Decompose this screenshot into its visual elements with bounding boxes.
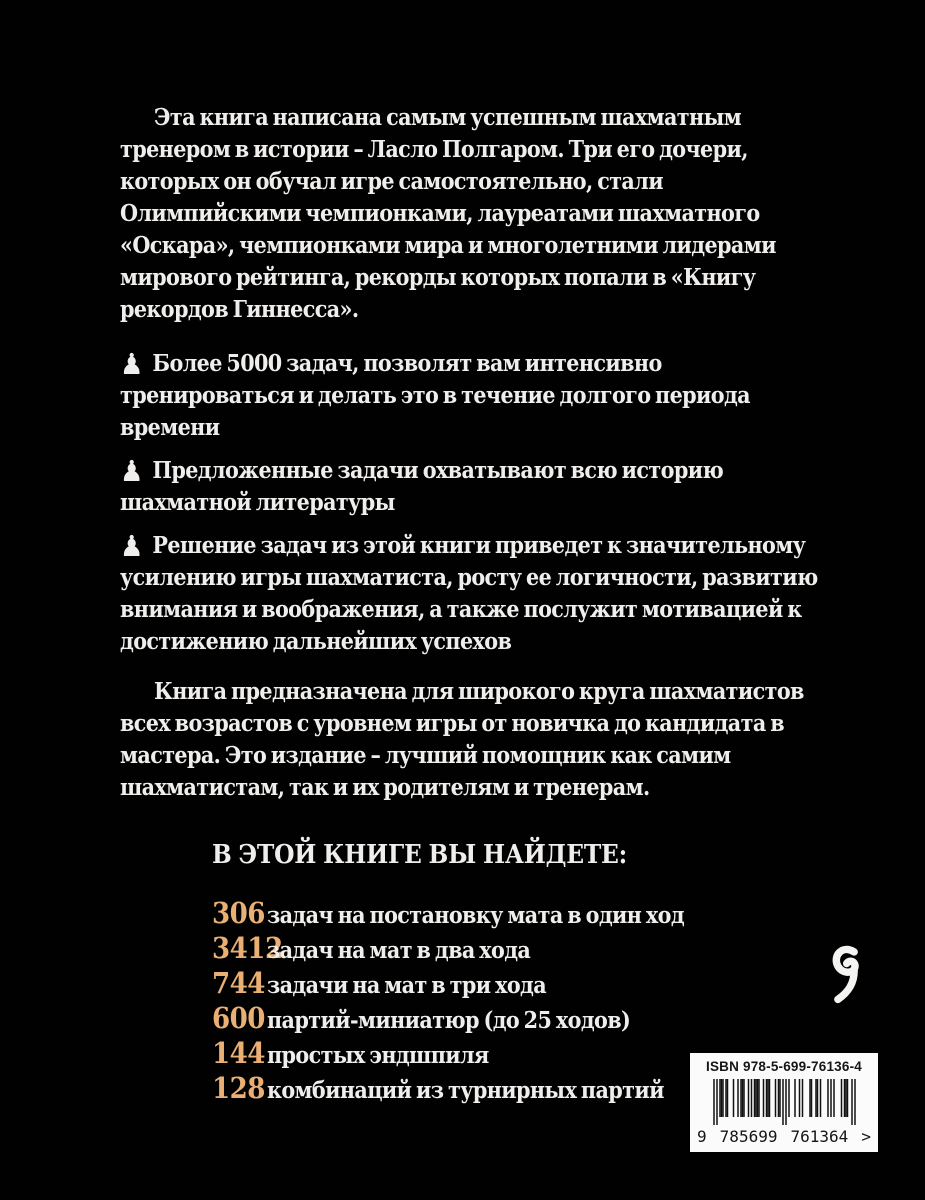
item-label: простых эндшпиля [267, 1042, 489, 1069]
bullet-item [120, 348, 836, 444]
bullet-text: Решение задач из этой книги приведет к значительному усилению игры шахматиста, росту ее логичности, развитию внимания и воображения, а также послужит мотивацией к достижению дальнейших успехов [120, 532, 818, 655]
item-count: 3412 [212, 931, 283, 965]
bullet-text: Более 5000 задач, позволят вам интенсивно тренироваться и делать это в течение долгого периода времени [120, 350, 750, 441]
item-count: 600 [212, 1001, 265, 1035]
ean-quiet-zone-mark: > [861, 1127, 871, 1146]
item-label: комбинаций из турнирных партий [267, 1077, 664, 1104]
pawn-icon: ♟ [120, 454, 144, 488]
ean13-barcode-icon [713, 1079, 856, 1125]
item-label: задач на постановку мата в один ход [267, 902, 685, 929]
ean-first-digit: 9 [697, 1127, 707, 1146]
bullet-item [120, 530, 836, 658]
item-count: 306 [212, 896, 265, 930]
item-count: 128 [212, 1071, 265, 1105]
bullet-text: Предложенные задачи охватывают всю историю шахматной литературы [120, 457, 724, 516]
audience-paragraph: Книга предназначена для широкого круга шахматистов всех возрастов с уровнем игры от новичка до кандидата в мастера. Это издание – лучший помощник как самим шахматистам, так и их родителям и тренерам. [120, 678, 804, 801]
bullet-item [120, 455, 836, 519]
findings-heading: В ЭТОЙ КНИГЕ ВЫ НАЙДЕТЕ: [212, 840, 628, 870]
list-item [212, 1001, 836, 1036]
item-label: партий-миниатюр (до 25 ходов) [267, 1007, 631, 1034]
intro-paragraph: Эта книга написана самым успешным шахматным тренером в истории – Ласло Полгаром. Три его дочери, которых он обучал игре самостоятельно, стали Олимпийскими чемпионками, лауреатами шахматного «Оскара», чемпионками мира и многолетними лидерами мирового рейтинга, рекорды которых попали в «Книгу рекордов Гиннесса». [120, 104, 776, 323]
pawn-icon: ♟ [120, 529, 144, 563]
barcode-panel [690, 1053, 878, 1152]
ean-group2: 761364 [790, 1127, 849, 1146]
ean13-digits [690, 1129, 878, 1145]
list-item [212, 896, 836, 931]
item-label: задачи на мат в три хода [267, 972, 547, 999]
ean-group1: 785699 [719, 1127, 778, 1146]
publisher-logo-icon [827, 940, 865, 1010]
isbn-text: ISBN 978-5-699-76136-4 [706, 1059, 862, 1074]
item-label: задач на мат в два хода [267, 937, 531, 964]
list-item [212, 966, 836, 1001]
pawn-icon: ♟ [120, 347, 144, 381]
item-count: 744 [212, 966, 265, 1000]
text-column [120, 0, 836, 1106]
list-item [212, 931, 836, 966]
feature-bullets [120, 348, 836, 658]
item-count: 144 [212, 1036, 265, 1070]
